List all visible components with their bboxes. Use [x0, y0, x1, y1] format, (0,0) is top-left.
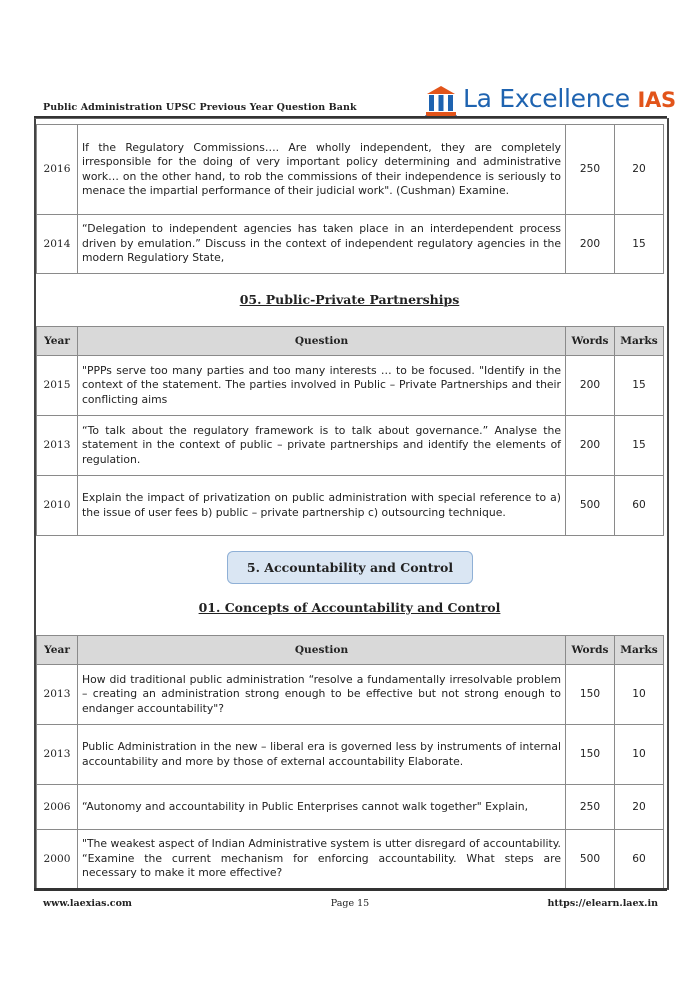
words-cell: 150	[566, 665, 615, 725]
year-cell: 2015	[37, 356, 78, 416]
footer-website[interactable]: www.laexias.com	[43, 898, 132, 909]
table-row	[37, 785, 664, 830]
year-cell: 2013	[37, 665, 78, 725]
footer-page-number: Page 15	[330, 898, 370, 909]
column-header-question: Question	[78, 636, 566, 665]
words-cell: 200	[566, 215, 615, 274]
marks-cell: 60	[615, 830, 664, 889]
question-cell: "The weakest aspect of Indian Administrative system is utter disregard of accountability. “Examine the current mechanism for enforcing accountability. What steps are necessary to make it more effective?	[78, 830, 566, 889]
question-cell: How did traditional public administration “resolve a fundamentally irresolvable problem – creating an administration strong enough to be effective but not strong enough to endanger accountability"?	[78, 665, 566, 725]
column-header-year: Year	[37, 636, 78, 665]
table-row	[37, 725, 664, 785]
accountability-table-body	[37, 665, 664, 889]
column-header-words: Words	[566, 327, 615, 356]
words-cell: 500	[566, 830, 615, 889]
year-cell: 2016	[37, 125, 78, 215]
continuation-table	[36, 124, 664, 274]
question-cell: "PPPs serve too many parties and too many interests … to be focused. "Identify in the context of the statement. The parties involved in Public – Private Partnerships and their conflicting aims	[78, 356, 566, 416]
marks-cell: 60	[615, 476, 664, 536]
table-row	[37, 125, 664, 215]
chapter-title-badge: 5. Accountability and Control	[227, 551, 473, 584]
question-cell: Explain the impact of privatization on public administration with special reference to a) the issue of user fees b) public – private partnership c) outsourcing technique.	[78, 476, 566, 536]
accountability-table	[36, 635, 664, 889]
marks-cell: 20	[615, 785, 664, 830]
marks-cell: 10	[615, 665, 664, 725]
marks-cell: 10	[615, 725, 664, 785]
logo-emblem-icon	[423, 80, 459, 120]
year-cell: 2000	[37, 830, 78, 889]
words-cell: 150	[566, 725, 615, 785]
logo-suffix: IAS	[637, 88, 676, 112]
header-title: Public Administration UPSC Previous Year Question Bank	[43, 102, 357, 113]
continuation-table-body	[37, 125, 664, 274]
section-heading-accountability: 01. Concepts of Accountability and Control	[198, 600, 501, 615]
ppp-table-header-row	[37, 327, 664, 356]
marks-cell: 20	[615, 125, 664, 215]
year-cell: 2014	[37, 215, 78, 274]
question-cell: If the Regulatory Commissions…. Are wholly independent, they are completely irresponsible for the doing of very important policy determining and administrative work… on the other hand, to rob the commissions of their independence is seriously to menace the impartial performance of their judicial work". (Cushman) Examine.	[78, 125, 566, 215]
ppp-table	[36, 326, 664, 536]
table-row	[37, 665, 664, 725]
question-cell: “Delegation to independent agencies has taken place in an interdependent process driven by emulation.” Discuss in the context of independent regulatory agencies in the modern Regulatiory State,	[78, 215, 566, 274]
year-cell: 2006	[37, 785, 78, 830]
column-header-marks: Marks	[615, 636, 664, 665]
marks-cell: 15	[615, 356, 664, 416]
words-cell: 200	[566, 416, 615, 476]
table-row	[37, 215, 664, 274]
year-cell: 2010	[37, 476, 78, 536]
table-row	[37, 356, 664, 416]
frame-bottom-rule	[34, 888, 667, 891]
continuation-table-block	[36, 124, 663, 274]
column-header-words: Words	[566, 636, 615, 665]
words-cell: 500	[566, 476, 615, 536]
question-cell: Public Administration in the new – liberal era is governed less by instruments of internal accountability and more by those of external accountability Elaborate.	[78, 725, 566, 785]
marks-cell: 15	[615, 215, 664, 274]
accountability-table-header-row	[37, 636, 664, 665]
table-row	[37, 830, 664, 889]
column-header-marks: Marks	[615, 327, 664, 356]
section-heading-ppp: 05. Public-Private Partnerships	[239, 292, 460, 307]
words-cell: 200	[566, 356, 615, 416]
year-cell: 2013	[37, 725, 78, 785]
words-cell: 250	[566, 125, 615, 215]
words-cell: 250	[566, 785, 615, 830]
year-cell: 2013	[37, 416, 78, 476]
question-cell: “To talk about the regulatory framework is to talk about governance.” Analyse the statement in the context of public – private partnerships and identify the elements of regulation.	[78, 416, 566, 476]
question-cell: “Autonomy and accountability in Public Enterprises cannot walk together" Explain,	[78, 785, 566, 830]
column-header-year: Year	[37, 327, 78, 356]
ppp-table-block	[36, 326, 663, 536]
accountability-table-block	[36, 635, 663, 889]
ppp-table-body	[37, 356, 664, 536]
column-header-question: Question	[78, 327, 566, 356]
footer-elearn-link[interactable]: https://elearn.laex.in	[547, 898, 658, 909]
marks-cell: 15	[615, 416, 664, 476]
table-row	[37, 416, 664, 476]
logo-text: La Excellence	[463, 84, 630, 113]
table-row	[37, 476, 664, 536]
